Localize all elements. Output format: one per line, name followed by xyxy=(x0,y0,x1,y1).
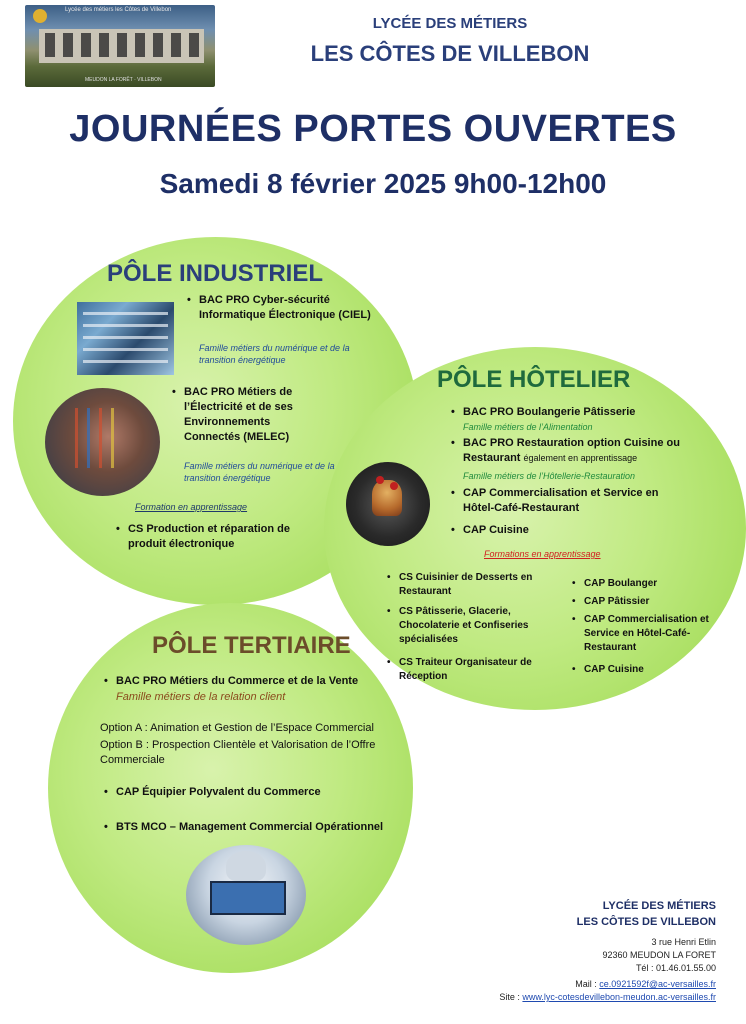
plated-dessert-image xyxy=(346,462,430,546)
footer-site xyxy=(499,992,716,1002)
pole-hotelier-title: PÔLE HÔTELIER xyxy=(437,366,631,393)
footer-phone: Tél : 01.46.01.55.00 xyxy=(635,963,716,973)
tertiaire-item-commerce-family: Famille métiers de la relation client xyxy=(116,691,286,703)
footer-mail xyxy=(575,979,716,989)
hotelier-item-restauration-family: Famille métiers de l’Hôtellerie-Restauration xyxy=(463,471,636,481)
footer-school-name1: LYCÉE DES MÉTIERS xyxy=(602,900,716,912)
building-image xyxy=(39,29,204,63)
tertiaire-item-bts-mco: • BTS MCO – Management Commercial Opérationnel xyxy=(116,820,416,835)
hotelier-cap-cuisine: • CAP Cuisine xyxy=(584,663,729,677)
hotelier-item-boulangerie: • BAC PRO Boulangerie Pâtisserie xyxy=(463,405,713,420)
hotelier-cap-patissier: • CAP Pâtissier xyxy=(584,595,729,609)
tertiaire-option-a: Option A : Animation et Gestion de l’Espace Commercial xyxy=(100,722,374,734)
footer-site-link[interactable]: www.lyc-cotesdevillebon-meudon.ac-versailles.fr xyxy=(522,992,716,1002)
hotelier-apprentissage-label: Formations en apprentissage xyxy=(484,549,601,559)
hotelier-item-restauration xyxy=(463,436,693,466)
hotelier-cs-cuisinier: • CS Cuisinier de Desserts en Restaurant xyxy=(399,571,549,599)
hotelier-cs-traiteur: • CS Traiteur Organisateur de Réception xyxy=(399,656,549,684)
hotelier-cap-commercialisation: • CAP Commercialisation et Service en Hôtel-Café-Restaurant xyxy=(584,613,729,655)
hotelier-item-restauration-note: également en apprentissage xyxy=(523,453,638,463)
photo-caption: Lycée des métiers les Côtes de Villebon xyxy=(65,7,172,13)
industriel-apprentissage-label: Formation en apprentissage xyxy=(135,502,248,512)
page-title: JOURNÉES PORTES OUVERTES xyxy=(69,108,677,150)
photo-subcaption: MEUDON LA FORÊT · VILLEBON xyxy=(85,77,162,83)
footer-city: 92360 MEUDON LA FORET xyxy=(602,950,716,960)
industriel-item-ciel-family: Famille métiers du numérique et de la transition énergétique xyxy=(199,343,350,365)
footer-school-name2: LES CÔTES DE VILLEBON xyxy=(576,916,716,928)
event-date: Samedi 8 février 2025 9h00-12h00 xyxy=(159,168,607,199)
school-name-line1: LYCÉE DES MÉTIERS xyxy=(372,15,528,32)
server-rack-image xyxy=(77,302,174,375)
pole-industriel-title: PÔLE INDUSTRIEL xyxy=(107,260,324,287)
footer-mail-link[interactable]: ce.0921592f@ac-versailles.fr xyxy=(599,979,716,989)
school-photo xyxy=(25,5,215,87)
hotelier-cs-patisserie: • CS Pâtisserie, Glacerie, Chocolaterie et Confiseries spécialisées xyxy=(399,605,549,647)
industriel-item-ciel: • BAC PRO Cyber-sécurité Informatique Électronique (CIEL) xyxy=(199,293,384,323)
industriel-item-melec-family: Famille métiers du numérique et de la transition énergétique xyxy=(184,461,335,483)
hotelier-cap-boulanger: • CAP Boulanger xyxy=(584,577,729,591)
hotelier-item-boulangerie-family: Famille métiers de l’Alimentation xyxy=(463,422,593,432)
school-name-line2: LES CÔTES DE VILLEBON xyxy=(310,41,590,66)
footer-street: 3 rue Henri Etlin xyxy=(651,937,716,947)
electrician-image xyxy=(45,388,160,496)
office-workers-image xyxy=(186,845,306,945)
pole-tertiaire-title: PÔLE TERTIAIRE xyxy=(152,632,351,659)
footer-mail-label: Mail : xyxy=(575,979,600,989)
industriel-item-cs: • CS Production et réparation de produit électronique xyxy=(128,522,318,552)
tertiaire-item-commerce: • BAC PRO Métiers du Commerce et de la Vente xyxy=(116,674,406,689)
tertiaire-item-cap-equipier: • CAP Équipier Polyvalent du Commerce xyxy=(116,785,396,800)
industriel-item-melec: • BAC PRO Métiers de l’Électricité et de ses Environnements Connectés (MELEC) xyxy=(184,385,329,445)
footer-site-label: Site : xyxy=(499,992,523,1002)
hotelier-item-cap-commercialisation: • CAP Commercialisation et Service en Hôtel-Café-Restaurant xyxy=(463,486,688,516)
school-logo-icon xyxy=(33,9,47,23)
hotelier-item-cap-cuisine: • CAP Cuisine xyxy=(463,523,663,538)
tertiaire-option-b: Option B : Prospection Clientèle et Valorisation de l’Offre Commerciale xyxy=(100,739,376,766)
hotelier-item-restauration-label: BAC PRO Restauration option Cuisine ou Restaurant xyxy=(463,437,680,464)
